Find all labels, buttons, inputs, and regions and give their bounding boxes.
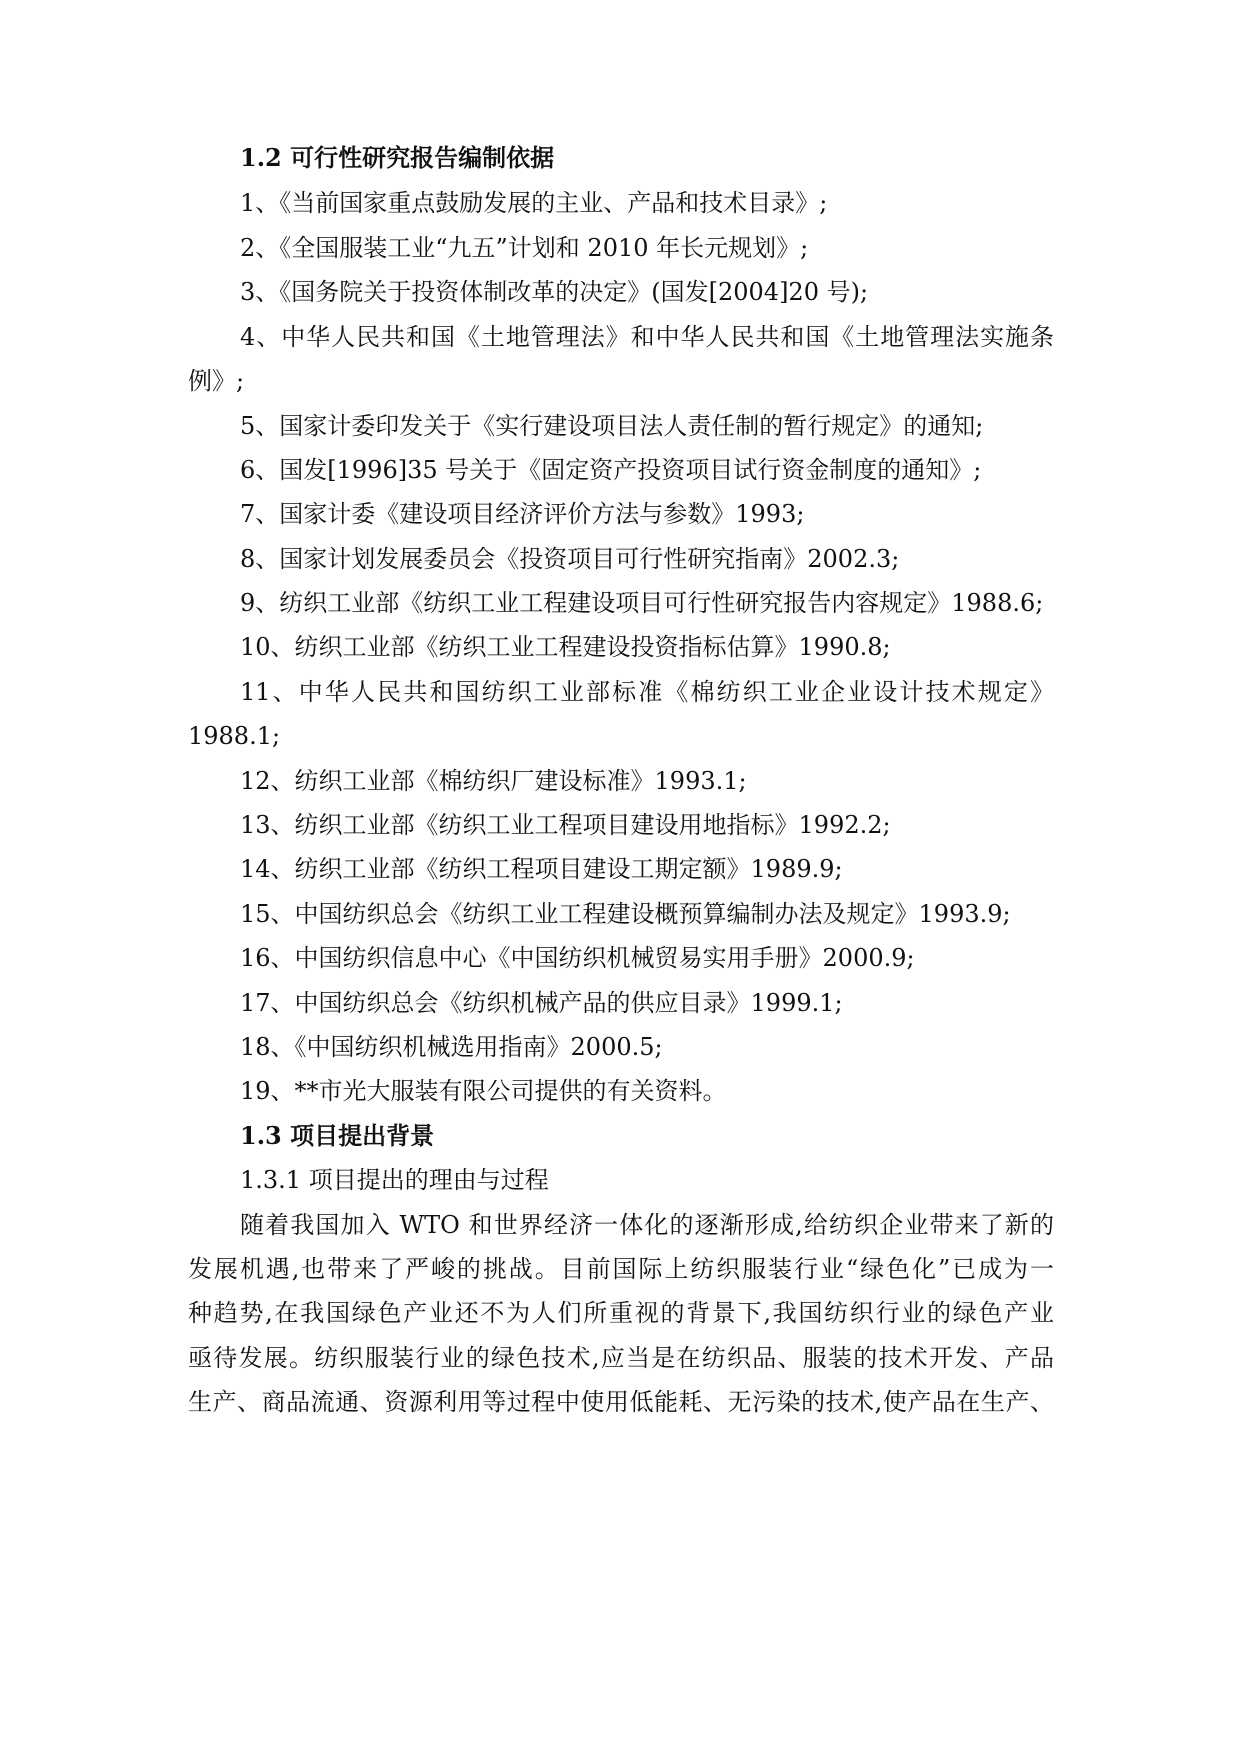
list-item: 17、中国纺织总会《纺织机械产品的供应目录》1999.1;	[240, 989, 843, 1017]
list-item-continuation: 1988.1;	[188, 722, 281, 750]
list-item-continuation: 例》;	[188, 367, 245, 395]
list-item: 8、国家计划发展委员会《投资项目可行性研究指南》2002.3;	[240, 545, 900, 573]
section-heading-1-2: 1.2 可行性研究报告编制依据	[240, 143, 555, 172]
list-item: 5、国家计委印发关于《实行建设项目法人责任制的暂行规定》的通知;	[240, 412, 984, 440]
list-item: 15、中国纺织总会《纺织工业工程建设概预算编制办法及规定》1993.9;	[240, 900, 1011, 928]
list-item: 10、纺织工业部《纺织工业工程建设投资指标估算》1990.8;	[240, 633, 891, 661]
list-item: 12、纺织工业部《棉纺织厂建设标准》1993.1;	[240, 767, 747, 795]
list-item: 9、纺织工业部《纺织工业工程建设项目可行性研究报告内容规定》1988.6;	[240, 589, 1044, 617]
list-item: 16、中国纺织信息中心《中国纺织机械贸易实用手册》2000.9;	[240, 944, 915, 972]
list-item: 14、纺织工业部《纺织工程项目建设工期定额》1989.9;	[240, 855, 843, 883]
list-item: 2、《全国服装工业“九五”计划和 2010 年长元规划》;	[240, 234, 809, 262]
list-item: 1、《当前国家重点鼓励发展的主业、产品和技术目录》;	[240, 189, 828, 217]
list-item: 13、纺织工业部《纺织工业工程项目建设用地指标》1992.2;	[240, 811, 891, 839]
list-item: 19、**市光大服装有限公司提供的有关资料。	[240, 1077, 727, 1105]
paragraph-line: 生产、商品流通、资源利用等过程中使用低能耗、无污染的技术,使产品在生产、	[188, 1388, 1054, 1416]
paragraph-line: 随着我国加入 WTO 和世界经济一体化的逐渐形成,给纺织企业带来了新的	[240, 1211, 1054, 1239]
section-heading-1-3: 1.3 项目提出背景	[240, 1121, 435, 1150]
list-item: 7、国家计委《建设项目经济评价方法与参数》1993;	[240, 500, 805, 528]
paragraph-line: 亟待发展。纺织服装行业的绿色技术,应当是在纺织品、服装的技术开发、产品	[188, 1344, 1054, 1372]
list-item: 11、中华人民共和国纺织工业部标准《棉纺织工业企业设计技术规定》	[240, 678, 1054, 706]
paragraph-line: 发展机遇,也带来了严峻的挑战。目前国际上纺织服装行业“绿色化”已成为一	[188, 1255, 1054, 1283]
list-item: 6、国发[1996]35 号关于《固定资产投资项目试行资金制度的通知》;	[240, 456, 982, 484]
subsection-heading-1-3-1: 1.3.1 项目提出的理由与过程	[240, 1166, 549, 1194]
list-item: 3、《国务院关于投资体制改革的决定》(国发[2004]20 号);	[240, 278, 869, 306]
list-item: 18、《中国纺织机械选用指南》2000.5;	[240, 1033, 663, 1061]
paragraph-line: 种趋势,在我国绿色产业还不为人们所重视的背景下,我国纺织行业的绿色产业	[188, 1299, 1054, 1327]
list-item: 4、中华人民共和国《土地管理法》和中华人民共和国《土地管理法实施条	[240, 323, 1054, 351]
